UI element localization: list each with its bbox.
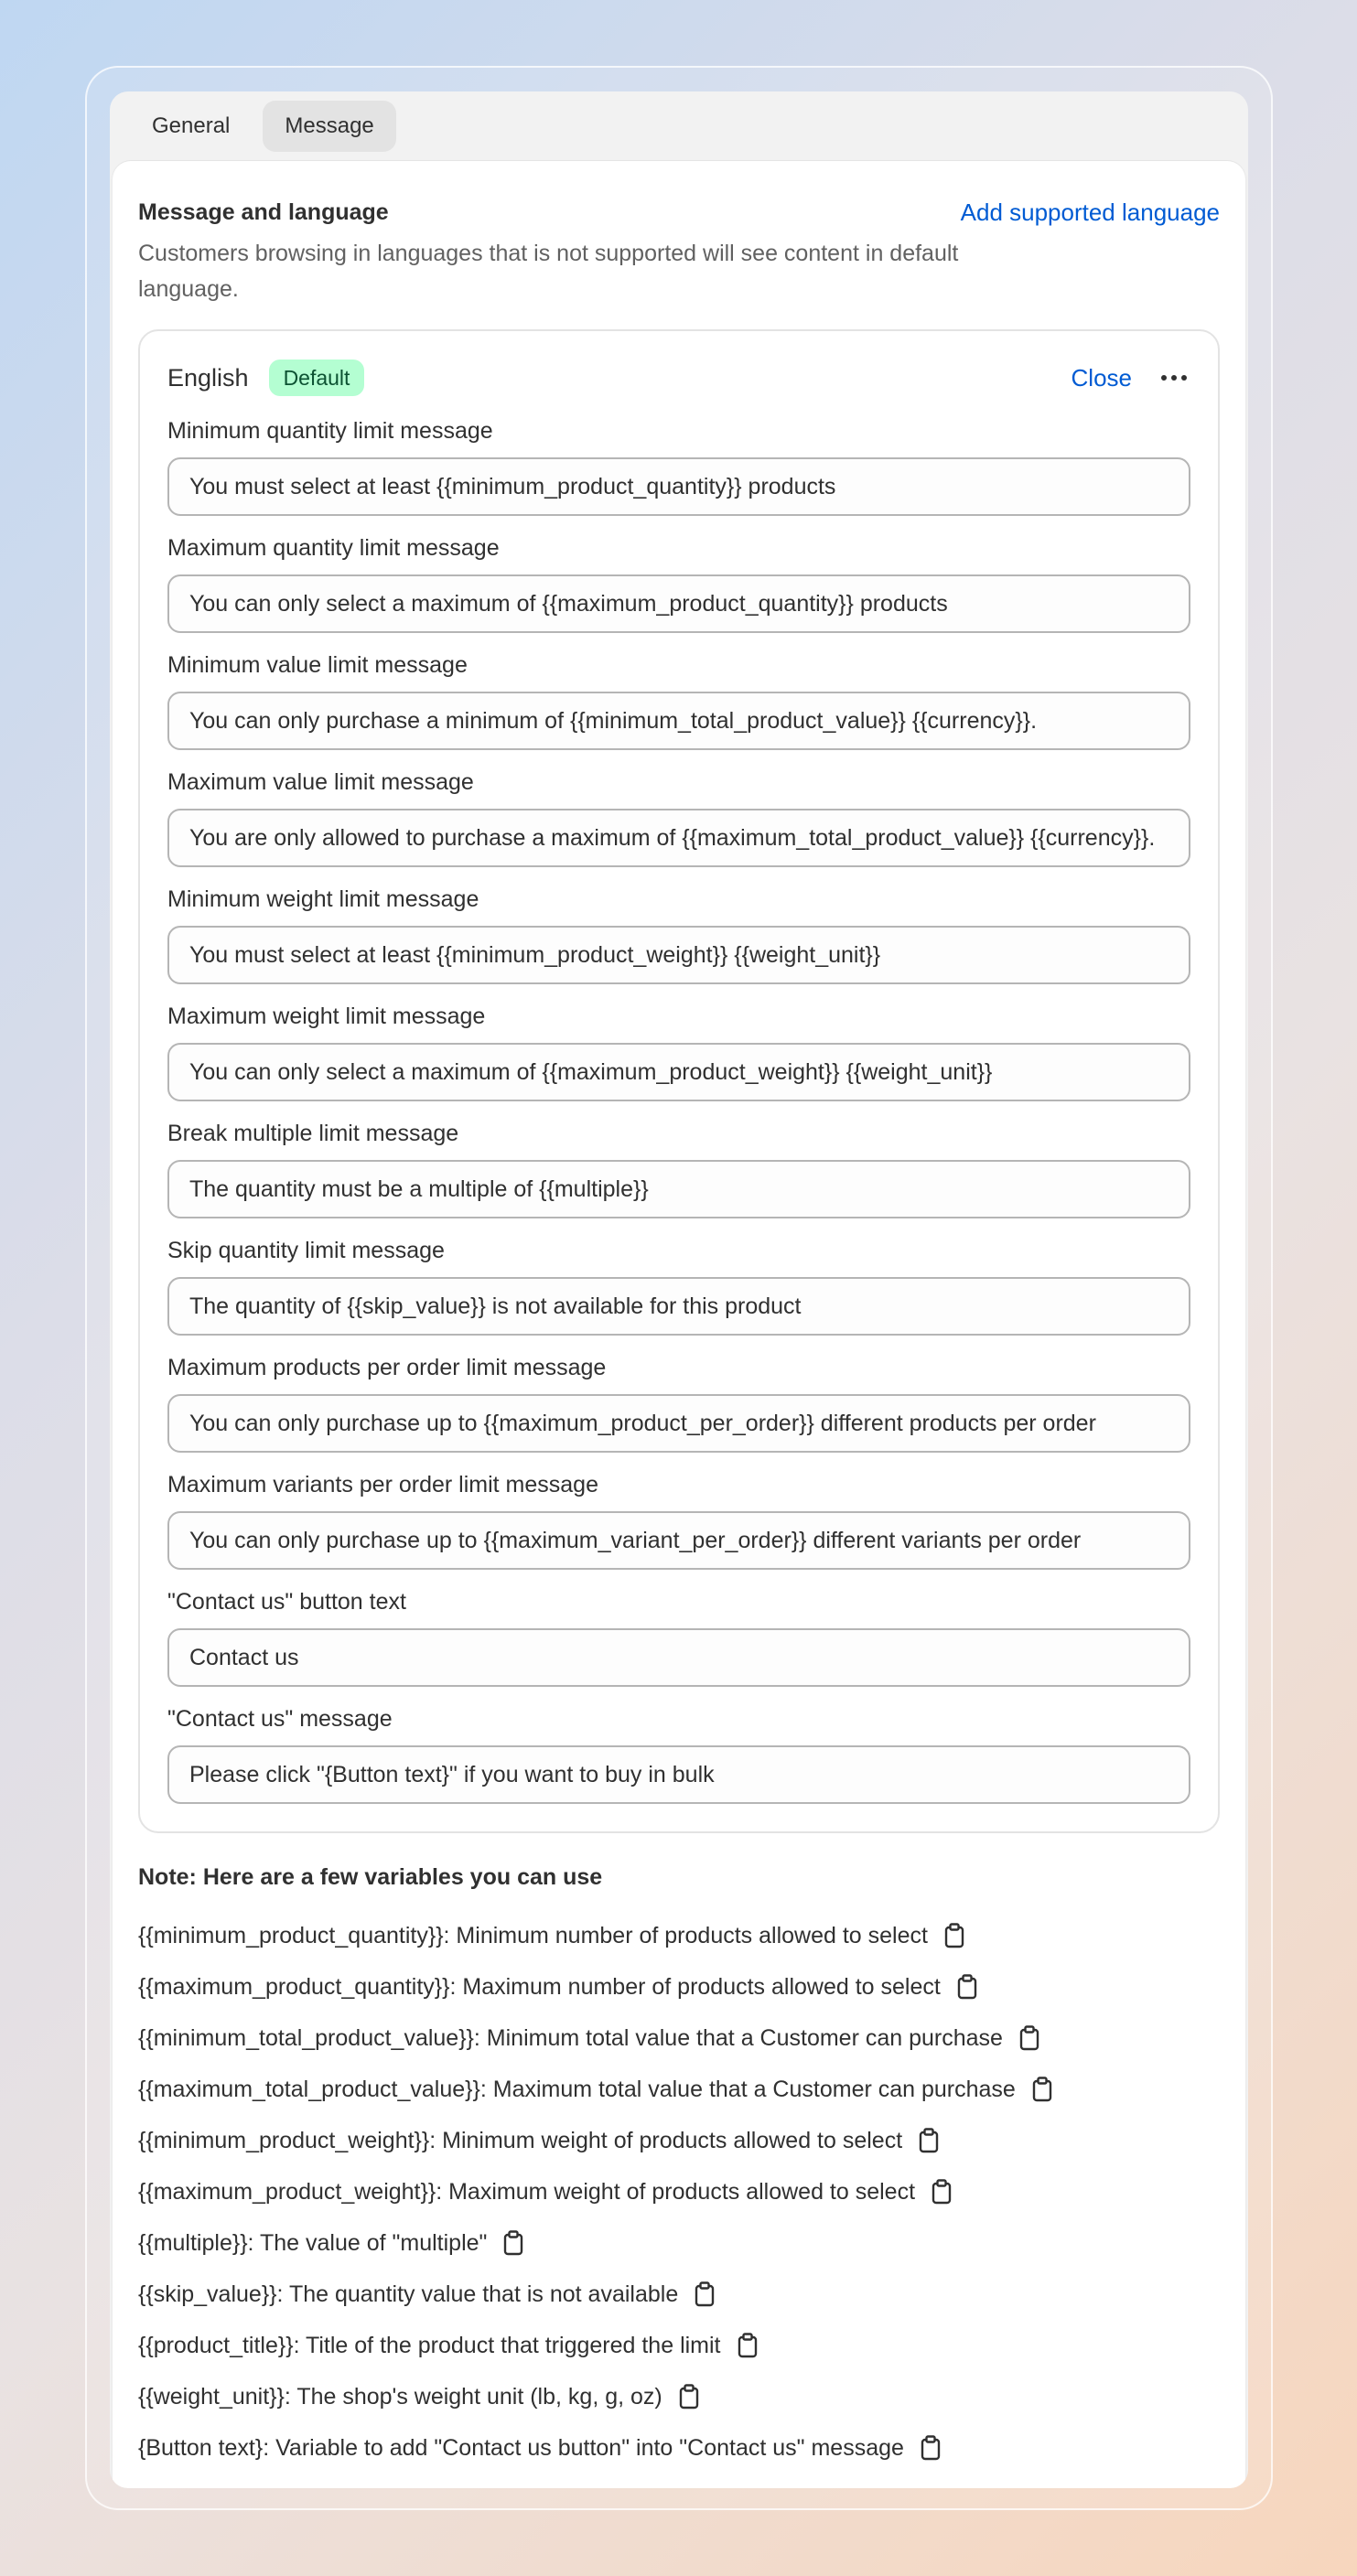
variable-row [138,2371,1220,2422]
language-name: English [167,363,249,392]
variable-list [138,1910,1220,2474]
variable-text: {{maximum_product_quantity}}: Maximum number of products allowed to select [138,1973,941,2000]
field-label: Skip quantity limit message [167,1238,445,1263]
variable-row [138,2012,1220,2064]
tab-message[interactable]: Message [263,101,395,152]
clipboard-icon[interactable] [1032,2077,1052,2102]
variable-text: {{skip_value}}: The quantity value that is not available [138,2281,679,2307]
message-input[interactable] [167,1628,1190,1687]
message-field [167,1469,1190,1570]
message-input[interactable] [167,1511,1190,1570]
settings-panel [110,91,1248,2488]
language-header [167,359,1190,397]
field-label: Break multiple limit message [167,1121,459,1146]
message-input[interactable] [167,692,1190,750]
card-description: Customers browsing in languages that is not supported will see content in default language. [138,241,959,302]
message-input[interactable] [167,926,1190,984]
variable-row [138,2320,1220,2371]
clipboard-icon[interactable] [921,2435,941,2461]
message-field [167,415,1190,516]
field-label: "Contact us" message [167,1706,393,1732]
variable-row [138,1961,1220,2012]
clipboard-icon[interactable] [919,2128,939,2153]
message-input[interactable] [167,1160,1190,1218]
message-field [167,649,1190,750]
more-horizontal-icon[interactable] [1158,368,1190,388]
variable-text: {{minimum_product_quantity}}: Minimum number of products allowed to select [138,1922,928,1948]
message-input[interactable] [167,1043,1190,1101]
message-input[interactable] [167,1745,1190,1804]
field-label: Maximum value limit message [167,769,474,795]
tab-general[interactable]: General [152,113,231,138]
message-input[interactable] [167,457,1190,516]
field-label: Minimum weight limit message [167,886,479,912]
message-field [167,532,1190,633]
variable-row [138,2064,1220,2115]
message-field [167,1703,1190,1804]
message-input[interactable] [167,1277,1190,1336]
clipboard-icon[interactable] [932,2179,952,2205]
field-label: "Contact us" button text [167,1589,406,1615]
message-field [167,1235,1190,1336]
field-label: Minimum quantity limit message [167,418,493,444]
message-input[interactable] [167,574,1190,633]
variable-text: {{maximum_total_product_value}}: Maximum total value that a Customer can purchase [138,2076,1016,2102]
add-supported-language-link[interactable]: Add supported language [960,198,1220,226]
message-field [167,1001,1190,1101]
clipboard-icon[interactable] [679,2384,699,2410]
clipboard-icon[interactable] [738,2333,758,2358]
variable-text: {{weight_unit}}: The shop's weight unit (lb, kg, g, oz) [138,2383,662,2410]
message-fields [167,415,1190,1804]
field-label: Maximum variants per order limit message [167,1472,598,1497]
message-input[interactable] [167,1394,1190,1453]
variable-text: {{multiple}}: The value of "multiple" [138,2229,488,2256]
clipboard-icon[interactable] [944,1923,964,1948]
card-header [138,194,1220,231]
field-label: Minimum value limit message [167,652,468,678]
variable-row [138,2217,1220,2269]
variable-text: {Button text}: Variable to add "Contact us button" into "Contact us" message [138,2434,904,2461]
clipboard-icon[interactable] [503,2230,523,2256]
variable-text: {{minimum_product_weight}}: Minimum weight of products allowed to select [138,2127,903,2153]
variable-text: {{minimum_total_product_value}}: Minimum total value that a Customer can purchase [138,2024,1003,2051]
variable-row [138,2115,1220,2166]
clipboard-icon[interactable] [1019,2025,1039,2051]
message-language-card [113,161,1245,2488]
field-label: Maximum quantity limit message [167,535,500,561]
close-link[interactable]: Close [1071,363,1132,392]
variable-row [138,1910,1220,1961]
tab-bar [110,91,1248,161]
default-badge: Default [269,360,365,396]
clipboard-icon[interactable] [695,2281,715,2307]
message-field [167,1118,1190,1218]
field-label: Maximum products per order limit message [167,1355,607,1380]
language-section-english [138,329,1220,1833]
message-field [167,1352,1190,1453]
message-field [167,1586,1190,1687]
note-title: Note: Here are a few variables you can use [138,1864,603,1890]
card-title: Message and language [138,199,389,225]
message-input[interactable] [167,809,1190,867]
language-actions [1072,364,1190,392]
clipboard-icon[interactable] [957,1974,977,2000]
message-field [167,767,1190,867]
message-field [167,884,1190,984]
variable-row [138,2166,1220,2217]
variable-text: {{product_title}}: Title of the product that triggered the limit [138,2332,721,2358]
field-label: Maximum weight limit message [167,1004,486,1029]
variable-row [138,2269,1220,2320]
variable-row [138,2422,1220,2474]
variable-text: {{maximum_product_weight}}: Maximum weight of products allowed to select [138,2178,916,2205]
